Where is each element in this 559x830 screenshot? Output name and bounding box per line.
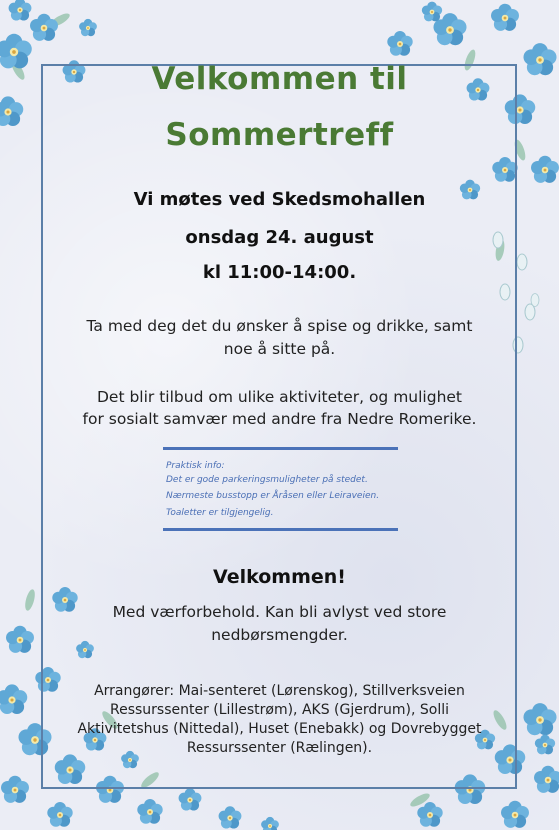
practical-info-heading: Praktisk info:	[166, 461, 225, 471]
organizers-line-4: Ressurssenter (Rælingen).	[186, 740, 373, 756]
practical-info-line-2: Nærmeste busstopp er Åråsen eller Leiraveien.	[166, 491, 380, 501]
location-text: Vi møtes ved Skedsmohallen	[133, 189, 426, 210]
info-box-bottom-rule	[163, 528, 398, 531]
organizers-line-1: Arrangører: Mai-senteret (Lørenskog), Stillverksveien	[94, 683, 465, 699]
weather-text-line-1: Med værforbehold. Kan bli avlyst ved store	[112, 603, 447, 621]
organizers-line-3: Aktivitetshus (Nittedal), Huset (Enebakk) og Dovrebygget	[77, 721, 482, 737]
title-line-1: Velkommen til	[151, 61, 408, 97]
title-line-2: Sommertreff	[165, 117, 394, 153]
info-box-top-rule	[163, 447, 398, 450]
organizers-line-2: Ressurssenter (Lillestrøm), AKS (Gjerdrum), Solli	[109, 702, 449, 718]
activities-text-line-1: Det blir tilbud om ulike aktiviteter, og mulighet	[96, 388, 463, 406]
practical-info-line-1: Det er gode parkeringsmuligheter på stedet.	[166, 475, 368, 485]
welcome-heading: Velkommen!	[213, 566, 346, 588]
bring-text-line-2: noe å sitte på.	[223, 340, 336, 358]
practical-info-line-3: Toaletter er tilgjengelig.	[166, 508, 274, 518]
activities-text-line-2: for sosialt samvær med andre fra Nedre Romerike.	[82, 410, 477, 428]
date-text: onsdag 24. august	[185, 227, 374, 248]
weather-text-line-2: nedbørsmengder.	[211, 626, 348, 644]
bring-text-line-1: Ta med deg det du ønsker å spise og drikke, samt	[86, 317, 473, 335]
practical-info-box	[163, 447, 398, 531]
time-text: kl 11:00-14:00.	[202, 262, 357, 283]
